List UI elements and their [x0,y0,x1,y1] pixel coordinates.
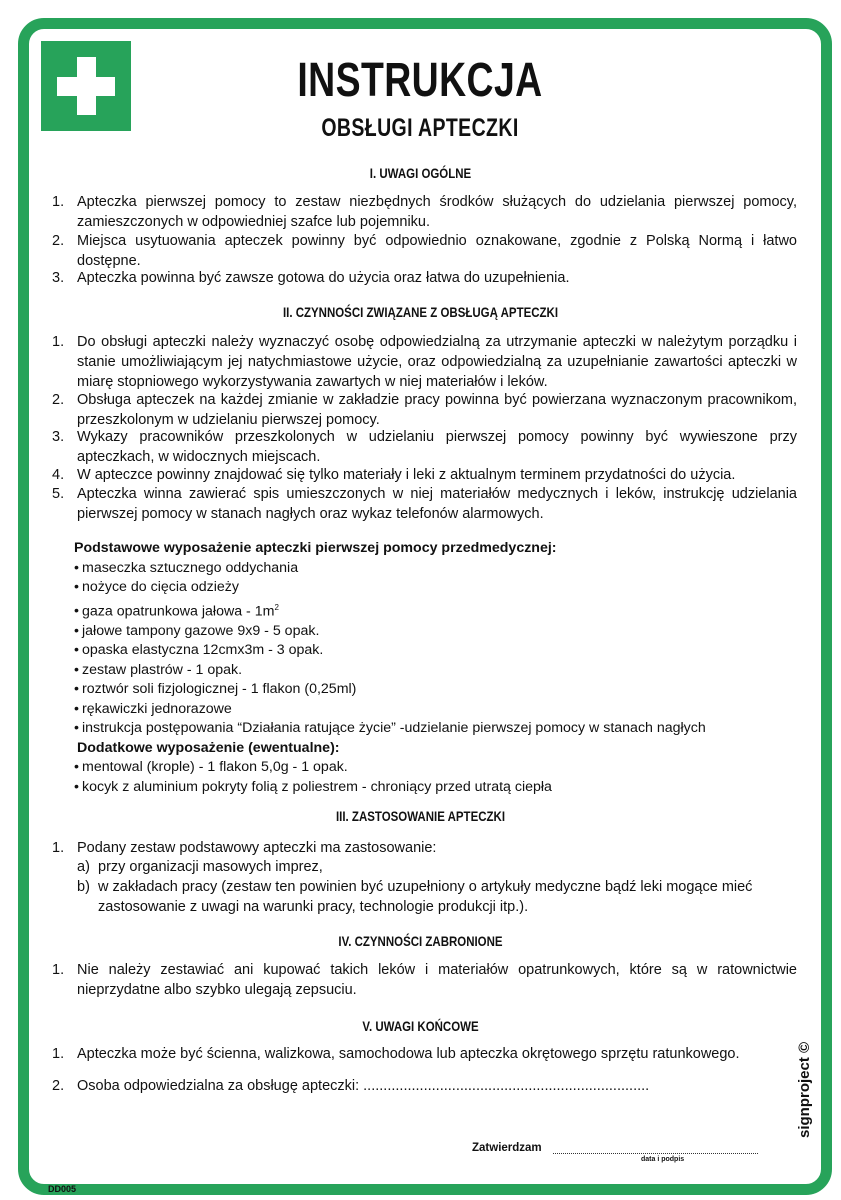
signature-line [553,1153,758,1154]
section-2-heading: II. CZYNNOŚCI ZWIĄZANE Z OBSŁUGĄ APTECZKI [282,304,559,320]
list-item: 2. Miejsca usytuowania apteczek powinny być odpowiednio oznakowane, zgodnie z Polską Normą i łatwo dostępne. [52,233,797,269]
equipment-item: • kocyk z aluminium pokryty folią z poliestrem - chroniący przed utratą ciepła [74,778,552,795]
optional-equipment-heading: Dodatkowe wyposażenie (ewentualne): [77,739,340,756]
section-5-heading: V. UWAGI KOŃCOWE [362,1018,479,1034]
list-item: 3. Wykazy pracowników przeszkolonych w udzielaniu pierwszej pomocy powinny być wywieszone przy apteczkach, w widocznych miejscach. [52,429,797,465]
equipment-item: • opaska elastyczna 12cmx3m - 3 opak. [74,642,324,659]
list-item: 2. Obsługa apteczek na każdej zmianie w zakładzie pracy powinna być powierzana wyznaczonym pracownikom, przeszkolonym w udzielaniu pierwszej pomocy. [52,392,797,428]
equipment-item: • gaza opatrunkowa jałowa - $1m^2$ [74,602,279,620]
sub-item: a) przy organizacji masowych imprez, [77,859,323,875]
equipment-item: • rękawiczki jednorazowe [74,700,232,717]
list-item: 5. Apteczka winna zawierać spis umieszczonych w niej materiałów medycznych i leków, instrukcję udzielania pierwszej pomocy w stanach nagłych oraz wykaz telefonów alarmowych. [52,486,797,522]
list-item: 4. W apteczce powinny znajdować się tylko materiały i leki z aktualnym terminem przydatności do użycia. [52,467,736,483]
section-3-heading: III. ZASTOSOWANIE APTECZKI [335,808,506,824]
list-item: 1. Apteczka może być ścienna, walizkowa, samochodowa lub apteczka okrętowego sprzętu ratunkowego. [52,1046,740,1062]
brand-label: signproject © [796,1041,813,1138]
product-code: DD005 [48,1184,77,1194]
list-item: 1. Apteczka pierwszej pomocy to zestaw niezbędnych środków służących do udzielania pierwszej pomocy, zamieszczonych w odpowiedniej szafce lub pojemniku. [52,194,797,230]
list-item: 2. Osoba odpowiedzialna za obsługę apteczki: ....................................................................... [52,1078,650,1094]
equipment-item: • roztwór soli fizjologicznej - 1 flakon (0,25ml) [74,681,357,698]
section-1-heading: I. UWAGI OGÓLNE [369,165,472,181]
equipment-item: • jałowe tampony gazowe 9x9 - 5 opak. [74,622,320,639]
equipment-item: • nożyce do cięcia odzieży [74,579,239,595]
list-item: 1. Do obsługi apteczki należy wyznaczyć osobę odpowiedzialną za utrzymanie apteczki w należytym porządku i stanie umożliwiającym jej natychmiastowe użycie, oraz odpowiedzialną za uzupełnianie zawartości apteczki w miarę stopniowego wykorzystywania zawartych w niej materiałów i leków. [52,334,797,390]
sub-item: b) w zakładach pracy (zestaw ten powinien być uzupełniony o artykuły medyczne bądź leki mogące mieć zastosowanie z uwagi na warunki pracy, technologie produkcji itp.). [77,879,753,915]
approval-label: Zatwierdzam [472,1142,542,1154]
equipment-list [74,539,794,797]
signature-caption: data i podpis [641,1156,685,1163]
equipment-heading: Podstawowe wyposażenie apteczki pierwszej pomocy przedmedycznej: [74,540,557,556]
page-title: INSTRUKCJA [297,54,543,107]
equipment-item: • maseczka sztucznego oddychania [74,559,299,576]
page-subtitle: OBSŁUGI APTECZKI [321,114,519,142]
equipment-item: • instrukcja postępowania “Działania ratujące życie” -udzielanie pierwszej pomocy w stanach nagłych [74,720,706,737]
first-aid-cross-icon [41,41,131,131]
list-item: 1. Podany zestaw podstawowy apteczki ma zastosowanie: [52,840,437,856]
equipment-item: • zestaw plastrów - 1 opak. [74,661,243,678]
list-item: 1. Nie należy zestawiać ani kupować takich leków i materiałów opatrunkowych, które są w ratownictwie nieprzydatne albo szybko ulegają zepsuciu. [52,962,797,998]
section-4-heading: IV. CZYNNOŚCI ZABRONIONE [338,933,503,949]
equipment-item: • mentowal (krople) - 1 flakon 5,0g - 1 opak. [74,759,348,776]
list-item: 3. Apteczka powinna być zawsze gotowa do użycia oraz łatwa do uzupełnienia. [52,270,570,286]
